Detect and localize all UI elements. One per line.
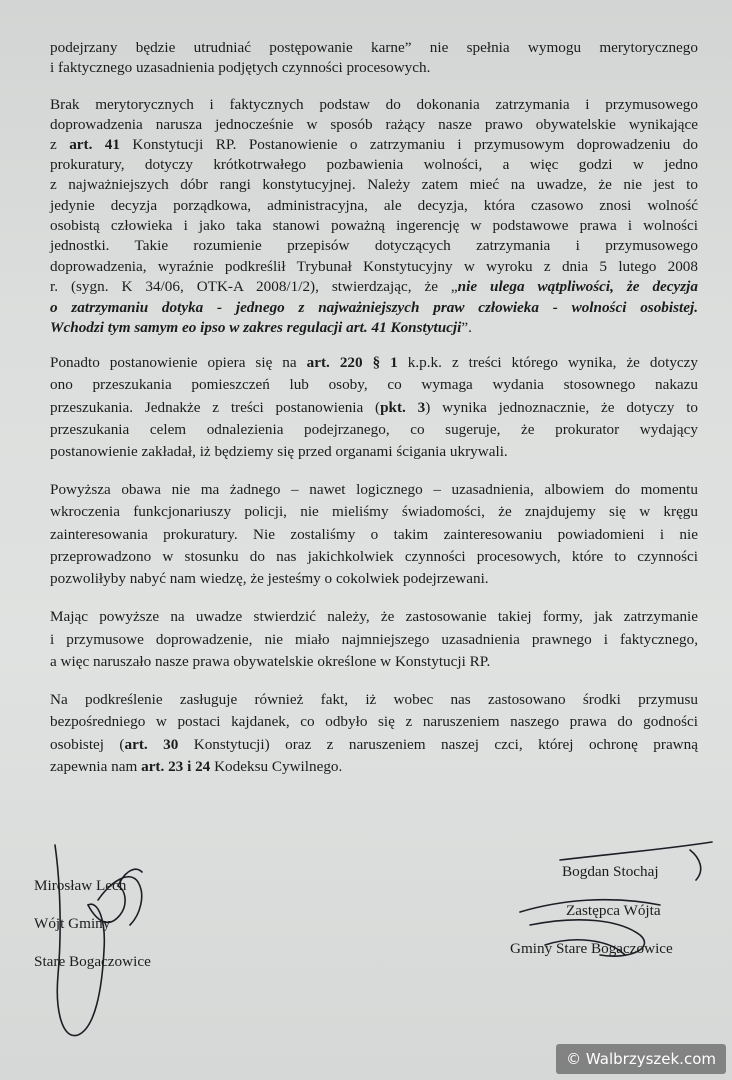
text-span: osobistej ( bbox=[50, 736, 125, 753]
text-span: zapewnia nam bbox=[50, 758, 142, 775]
text-span: ono przeszukania pomieszczeń lub osoby, co wymaga wydania stosownego nakazu bbox=[50, 376, 698, 393]
text-span: i faktycznego uzasadnienia podjętych czynności procesowych. bbox=[50, 59, 431, 76]
text-span: Brak merytorycznych i faktycznych podstaw do dokonania zatrzymania i przymusowego bbox=[50, 96, 698, 113]
bold-citation: art. 30 bbox=[124, 736, 179, 753]
text-span: bezpośredniego w postaci kajdanek, co odbyło się z naruszeniem naszego prawa do godności bbox=[50, 713, 698, 730]
text-span: osobistą człowieka i jako taka stanowi poważną ingerencję w podstawowe prawa i wolności bbox=[50, 217, 698, 234]
text-span: ”. bbox=[461, 319, 472, 336]
signature-right-title: Zastępca Wójta bbox=[566, 902, 661, 919]
text-span: Mając powyższe na uwadze stwierdzić należy, że zastosowanie takiej formy, jak zatrzymanie bbox=[50, 608, 698, 625]
text-span: r. (sygn. K 34/06, OTK-A 2008/1/2), stwierdzając, że „ bbox=[50, 278, 458, 295]
text-span: Konstytucji) oraz z naruszeniem naszej czci, której ochronę prawną bbox=[178, 736, 698, 753]
text-span: Ponadto postanowienie opiera się na bbox=[50, 354, 307, 371]
text-span: Na podkreślenie zasługuje również fakt, iż wobec nas zastosowano środki przymusu bbox=[50, 691, 698, 708]
text-span: z bbox=[50, 136, 70, 153]
text-span: jedynie decyzja porządkowa, administracyjna, ale decyzja, która czasowo znosi wolność bbox=[50, 197, 698, 214]
text-span: doprowadzenia, wyraźnie podkreślił Trybunał Konstytucyjny w wyroku z dnia 5 lutego 2008 bbox=[50, 258, 698, 275]
text-span: pozwoliłyby nabyć nam wiedzę, że jesteśmy o cokolwiek podejrzewani. bbox=[50, 570, 489, 587]
signature-left-place: Stare Bogaczowice bbox=[34, 953, 151, 970]
text-span: postanowienie zakładał, iż będziemy się przed organami ścigania ukrywali. bbox=[50, 443, 508, 460]
text-span: Konstytucji RP. Postanowienie o zatrzymaniu i przymusowym doprowadzeniu do bbox=[120, 136, 698, 153]
text-span: zainteresowania prokuratury. Nie zostaliśmy o takim zainteresowaniu powiadomieni i nie bbox=[50, 526, 698, 543]
text-span: jednostki. Takie rozumienie przepisów dotyczących zatrzymania i przymusowego bbox=[50, 237, 698, 254]
bold-citation: pkt. 3 bbox=[380, 399, 426, 416]
watermark-badge bbox=[556, 1044, 726, 1074]
text-span: z najważniejszych dóbr rangi konstytucyjnej. Należy zatem mieć na uwadze, że nie jest to bbox=[50, 176, 698, 193]
text-span: doprowadzenia narusza jednocześnie w sposób rażący nasze prawo obywatelskie wynikające bbox=[50, 116, 698, 133]
text-span: a więc naruszało nasze prawa obywatelskie określone w Konstytucji RP. bbox=[50, 653, 491, 670]
signature-right-place: Gminy Stare Bogaczowice bbox=[510, 940, 673, 957]
text-span: wkroczenia funkcjonariuszy policji, nie mieliśmy świadomości, że znajdujemy się w kręgu bbox=[50, 503, 698, 520]
text-span: przeszukania celem odnalezienia podejrzanego, co sugeruje, że prokurator wydający bbox=[50, 421, 698, 438]
signature-right-name: Bogdan Stochaj bbox=[562, 863, 659, 880]
text-span: i przymusowe doprowadzenie, nie miało najmniejszego uzasadnienia prawnego i faktycznego, bbox=[50, 631, 698, 648]
quoted-citation: o zatrzymaniu dotyka - jednego z najważniejszych praw człowieka - wolności osobistej. bbox=[50, 299, 698, 316]
bold-citation: art. 220 § 1 bbox=[306, 354, 398, 371]
text-span: ) wynika jednoznacznie, że dotyczy to bbox=[425, 399, 699, 416]
text-span: k.p.k. z treści którego wynika, że dotyczy bbox=[397, 354, 698, 371]
signature-left-title: Wójt Gminy bbox=[34, 915, 111, 932]
signature-left bbox=[34, 876, 151, 972]
text-span: podejrzany będzie utrudniać postępowanie karne” nie spełnia wymogu merytorycznego bbox=[50, 39, 698, 56]
quoted-citation: Wchodzi tym samym eo ipso w zakres regulacji art. 41 Konstytucji bbox=[50, 319, 462, 336]
watermark-text: © Walbrzyszek.com bbox=[566, 1050, 716, 1068]
text-span: przeprowadzono w stosunku do nas jakichkolwiek czynności procesowych, które to czynności bbox=[50, 548, 698, 565]
bold-citation: art. 41 bbox=[69, 136, 120, 153]
bold-citation: art. 23 i 24 bbox=[141, 758, 211, 775]
quoted-citation: nie ulega wątpliwości, że decyzja bbox=[457, 278, 698, 295]
text-span: Kodeksu Cywilnego. bbox=[210, 758, 343, 775]
text-span: prokuratury, dotyczy krótkotrwałego pozbawienia wolności, a więc godzi w jedno bbox=[50, 156, 698, 173]
text-span: Powyższa obawa nie ma żadnego – nawet logicznego – uzasadnienia, albowiem do momentu bbox=[50, 481, 698, 498]
signature-left-name: Mirosław Lech bbox=[34, 877, 127, 894]
text-span: przeszukania. Jednakże z treści postanowienia ( bbox=[50, 399, 381, 416]
